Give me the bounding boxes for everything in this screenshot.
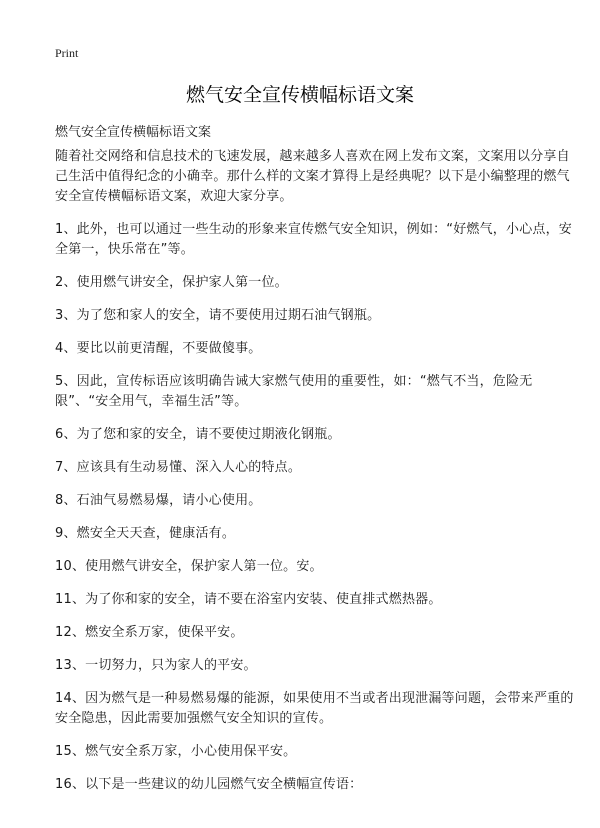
list-item: 1、此外，也可以通过一些生动的形象来宣传燃气安全知识，例如：“好燃气，小心点，安全第一，快乐常在”等。 (55, 222, 573, 257)
list-item: 4、要比以前更清醒，不要做傻事。 (55, 341, 262, 356)
list-item: 8、石油气易燃易爆，请小心使用。 (55, 493, 262, 508)
print-link[interactable]: Print (55, 46, 79, 60)
list-item: 12、燃安全系万家，使保平安。 (55, 625, 244, 640)
document-body (55, 147, 578, 808)
list-item: 3、为了您和家人的安全，请不要使用过期石油气钢瓶。 (55, 308, 381, 323)
list-item: 10、使用燃气讲安全，保护家人第一位。安。 (55, 559, 323, 574)
list-item: 11、为了你和家的安全，请不要在浴室内安装、使直排式燃热器。 (55, 592, 442, 607)
document-subtitle: 燃气安全宣传横幅标语文案 (55, 125, 212, 140)
list-item: 16、以下是一些建议的幼儿园燃气安全横幅宣传语： (55, 777, 363, 792)
list-item: 14、因为燃气是一种易燃易爆的能源，如果使用不当或者出现泄漏等问题，会带来严重的安全隐患，因此需要加强燃气安全知识的宣传。 (55, 691, 574, 726)
list-item: 2、使用燃气讲安全，保护家人第一位。 (55, 275, 288, 290)
list-item: 13、一切努力，只为家人的平安。 (55, 658, 257, 673)
list-item: 9、燃安全天天查，健康活有。 (55, 526, 236, 541)
list-item: 15、燃气安全系万家，小心使用保平安。 (55, 744, 297, 759)
list-item: 6、为了您和家的安全，请不要使过期液化钢瓶。 (55, 427, 341, 442)
list-item: 5、因此，宣传标语应该明确告诫大家燃气使用的重要性，如：“燃气不当，危险无限”、“安全用气，幸福生活”等。 (55, 374, 533, 409)
list-item: 7、应该具有生动易懂、深入人心的特点。 (55, 460, 302, 475)
intro-paragraph: 随着社交网络和信息技术的飞速发展，越来越多人喜欢在网上发布文案，文案用以分享自己生活中值得纪念的小确幸。那什么样的文案才算得上是经典呢？以下是小编整理的燃气安全宣传横幅标语文案，欢迎大家分享。 (55, 149, 570, 204)
document-title: 燃气安全宣传横幅标语文案 (185, 84, 414, 106)
